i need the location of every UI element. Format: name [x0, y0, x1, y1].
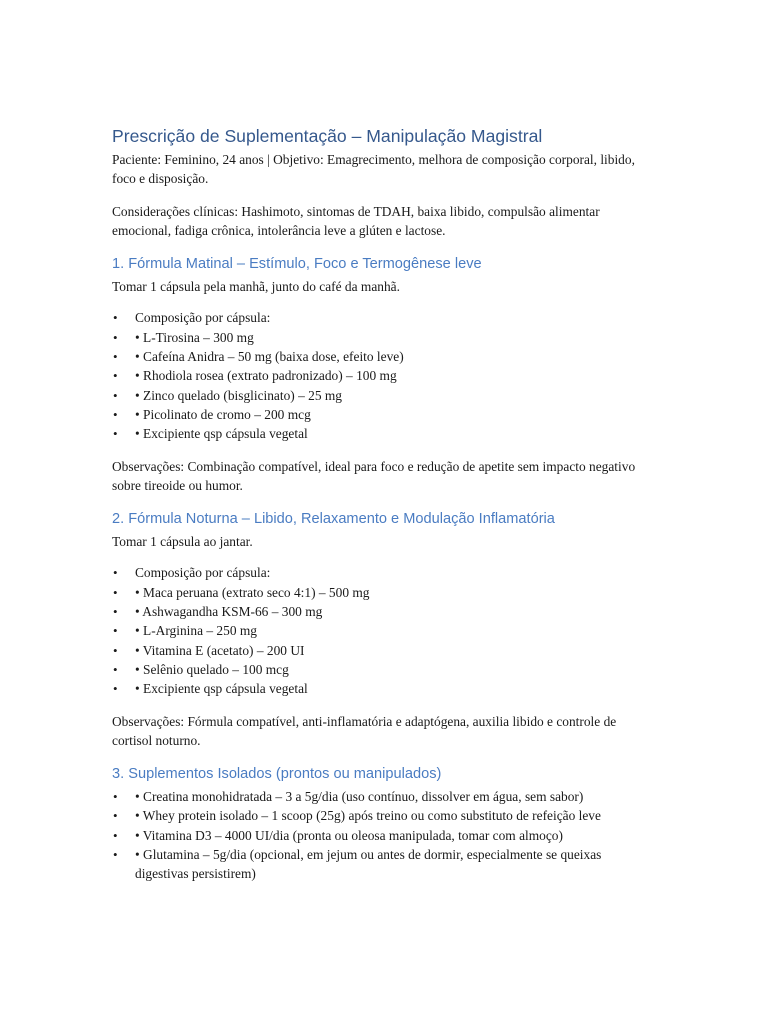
bullet-icon: • [113, 368, 118, 384]
bullet-icon: • [113, 604, 118, 620]
supplements-heading: 3. Suplementos Isolados (prontos ou manipulados) [112, 766, 442, 783]
formula1-instruction: Tomar 1 cápsula pela manhã, junto do café da manhã. [112, 279, 400, 295]
list-item-text: • Glutamina – 5g/dia (opcional, em jejum ou antes de dormir, especialmente se queixas digestivas persistirem) [135, 847, 602, 882]
list-item [112, 405, 656, 424]
list-item-text: Composição por cápsula: [135, 565, 271, 581]
list-item [112, 660, 656, 679]
list-item-text: • Selênio quelado – 100 mcg [135, 661, 289, 677]
list-item-text: • L-Tirosina – 300 mg [135, 329, 254, 345]
list-item [112, 679, 656, 698]
list-item [112, 347, 656, 366]
list-item-text: • Excipiente qsp cápsula vegetal [135, 681, 308, 697]
list-item [112, 328, 656, 347]
list-item [112, 583, 656, 602]
formula2-list [112, 563, 656, 698]
formula2-notes: Observações: Fórmula compatível, anti-inflamatória e adaptógena, auxilia libido e controle de cortisol noturno. [112, 713, 617, 748]
list-item [112, 424, 656, 443]
list-item-text: • Creatina monohidratada – 3 a 5g/dia (uso contínuo, dissolver em água, sem sabor) [135, 789, 584, 805]
list-item [112, 602, 656, 621]
formula2-instruction: Tomar 1 cápsula ao jantar. [112, 534, 253, 550]
formula1-list [112, 308, 656, 443]
bullet-icon: • [113, 406, 118, 422]
list-item [112, 366, 656, 385]
supplements-list [112, 787, 656, 883]
list-item [112, 806, 656, 825]
bullet-icon: • [113, 808, 118, 824]
bullet-icon: • [113, 387, 118, 403]
list-item-text: Composição por cápsula: [135, 310, 271, 326]
list-item-text: • Ashwagandha KSM-66 – 300 mg [135, 604, 323, 620]
list-item-text: • Vitamina D3 – 4000 UI/dia (pronta ou oleosa manipulada, tomar com almoço) [135, 827, 563, 843]
bullet-icon: • [113, 584, 118, 600]
list-item [112, 826, 656, 845]
list-item-text: • Cafeína Anidra – 50 mg (baixa dose, efeito leve) [135, 349, 404, 365]
bullet-icon: • [113, 329, 118, 345]
list-item [112, 641, 656, 660]
list-item [112, 787, 656, 806]
bullet-icon: • [113, 789, 118, 805]
list-item-text: • Vitamina E (acetato) – 200 UI [135, 642, 305, 658]
bullet-icon: • [113, 623, 118, 639]
bullet-icon: • [113, 642, 118, 658]
list-item [112, 563, 656, 582]
bullet-icon: • [113, 565, 118, 581]
list-item [112, 386, 656, 405]
list-item [112, 308, 656, 327]
bullet-icon: • [113, 681, 118, 697]
bullet-icon: • [113, 847, 118, 863]
list-item-text: • Picolinato de cromo – 200 mcg [135, 406, 311, 422]
bullet-icon: • [113, 661, 118, 677]
bullet-icon: • [113, 310, 118, 326]
bullet-icon: • [113, 349, 118, 365]
formula2-heading: 2. Fórmula Noturna – Libido, Relaxamento e Modulação Inflamatória [112, 511, 555, 528]
bullet-icon: • [113, 426, 118, 442]
list-item [112, 845, 656, 884]
list-item-text: • L-Arginina – 250 mg [135, 623, 257, 639]
formula1-heading: 1. Fórmula Matinal – Estímulo, Foco e Termogênese leve [112, 256, 482, 273]
patient-info: Paciente: Feminino, 24 anos | Objetivo: Emagrecimento, melhora de composição corporal, libido, foco e disposição. [112, 152, 635, 187]
list-item [112, 621, 656, 640]
list-item-text: • Maca peruana (extrato seco 4:1) – 500 mg [135, 584, 370, 600]
list-item-text: • Whey protein isolado – 1 scoop (25g) após treino ou como substituto de refeição leve [135, 808, 601, 824]
list-item-text: • Zinco quelado (bisglicinato) – 25 mg [135, 387, 342, 403]
list-item-text: • Rhodiola rosea (extrato padronizado) – 100 mg [135, 368, 397, 384]
clinical-considerations: Considerações clínicas: Hashimoto, sintomas de TDAH, baixa libido, compulsão alimentar emocional, fadiga crônica, intolerância leve a glúten e lactose. [112, 203, 600, 238]
formula1-notes: Observações: Combinação compatível, ideal para foco e redução de apetite sem impacto negativo sobre tireoide ou humor. [112, 458, 636, 493]
list-item-text: • Excipiente qsp cápsula vegetal [135, 426, 308, 442]
document-title: Prescrição de Suplementação – Manipulação Magistral [112, 126, 543, 146]
bullet-icon: • [113, 827, 118, 843]
